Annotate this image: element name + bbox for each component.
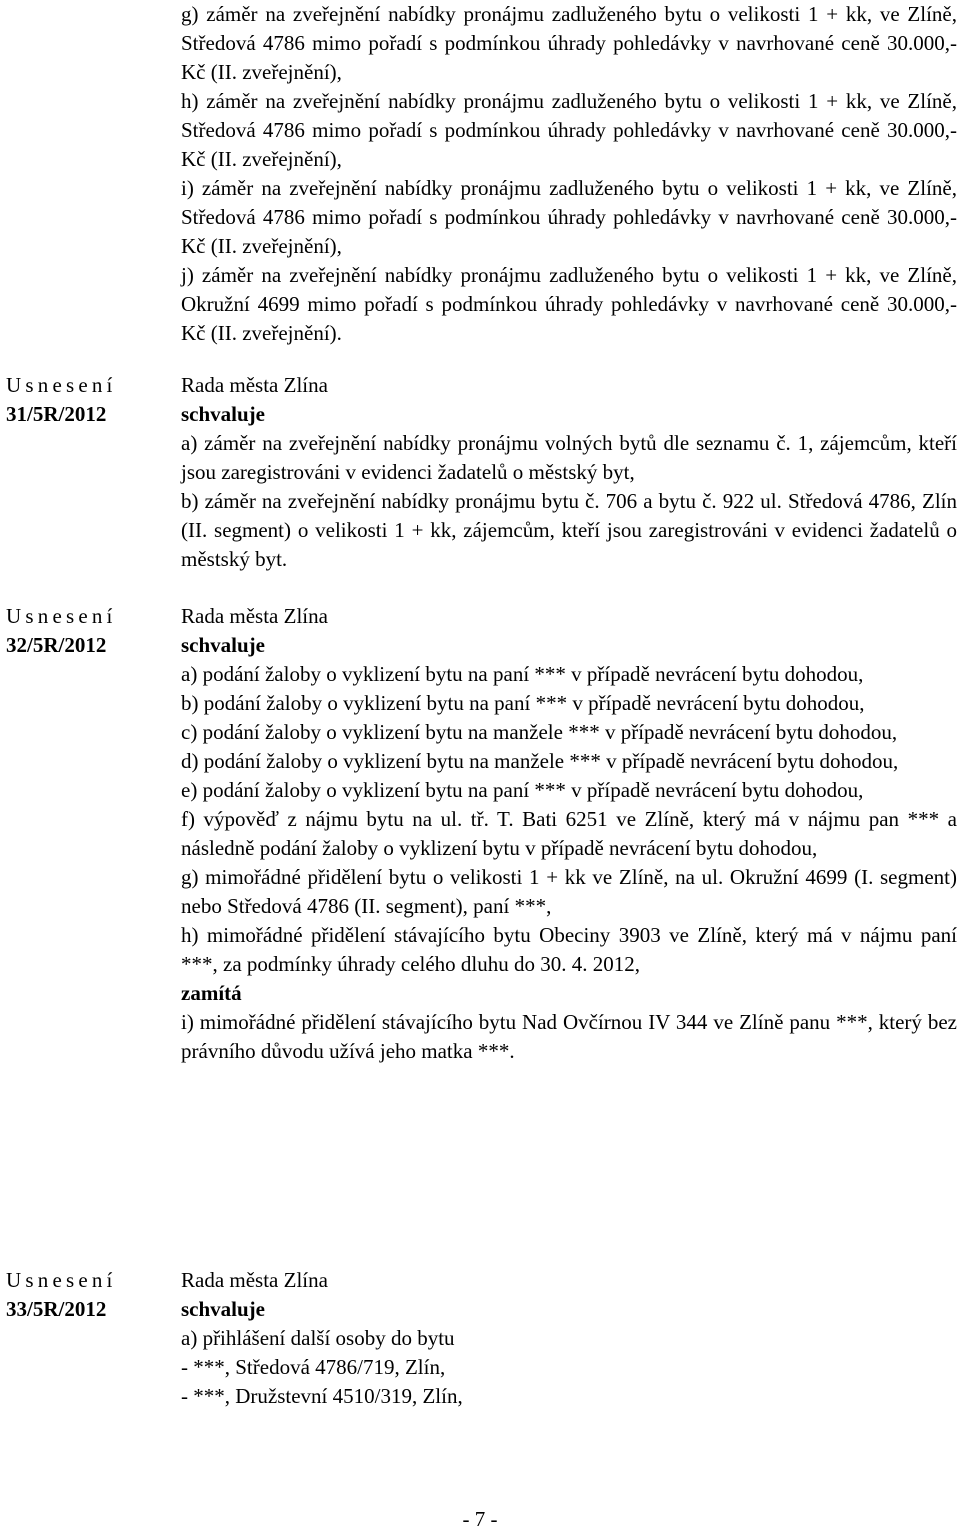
intro-item-j: j) záměr na zveřejnění nabídky pronájmu zadluženého bytu o velikosti 1 + kk, ve Zlíně, Okružní 4699 mimo pořadí s podmínkou úhrady pohledávky v navrhované ceně 30.000,- Kč (II. zveřejnění).	[181, 263, 957, 345]
resolution-header	[6, 371, 166, 429]
resolution-subitem: - ***, Středová 4786/719, Zlín,	[181, 1355, 446, 1379]
intro-item-h: h) záměr na zveřejnění nabídky pronájmu zadluženého bytu o velikosti 1 + kk, ve Zlíně, Středová 4786 mimo pořadí s podmínkou úhrady pohledávky v navrhované ceně 30.000,- Kč (II. zveřejnění),	[181, 89, 957, 171]
resolution-item-e: e) podání žaloby o vyklizení bytu na paní *** v případě nevrácení bytu dohodou,	[181, 778, 864, 802]
resolution-header	[6, 602, 166, 660]
council-name: Rada města Zlína	[181, 1268, 328, 1292]
council-name: Rada města Zlína	[181, 373, 328, 397]
resolution-body	[181, 371, 957, 574]
resolution-header	[6, 1266, 166, 1324]
resolution-item-h: h) mimořádné přidělení stávajícího bytu Obeciny 3903 ve Zlíně, který má v nájmu paní ***, za podmínky úhrady celého dluhu do 30. 4. 2012,	[181, 923, 957, 976]
council-name: Rada města Zlína	[181, 604, 328, 628]
resolution-item-b: b) podání žaloby o vyklizení bytu na paní *** v případě nevrácení bytu dohodou,	[181, 691, 865, 715]
resolution-item-c: c) podání žaloby o vyklizení bytu na manžele *** v případě nevrácení bytu dohodou,	[181, 720, 898, 744]
resolution-item-b: b) záměr na zveřejnění nabídky pronájmu bytu č. 706 a bytu č. 922 ul. Středová 4786, Zlín (II. segment) o velikosti 1 + kk, zájemcům, kteří jsou zaregistrováni v evidenci žadatelů o městský byt.	[181, 489, 957, 571]
verb-approves: schvaluje	[181, 1297, 265, 1321]
resolution-body	[181, 1266, 957, 1411]
resolution-item-a: a) záměr na zveřejnění nabídky pronájmu volných bytů dle seznamu č. 1, zájemcům, kteří jsou zaregistrováni v evidenci žadatelů o městský byt,	[181, 431, 957, 484]
verb-approves: schvaluje	[181, 633, 265, 657]
resolution-number: 31/5R/2012	[6, 402, 107, 426]
resolution-number: 33/5R/2012	[6, 1297, 107, 1321]
resolution-label: Usnesení	[6, 604, 117, 628]
intro-item-g: g) záměr na zveřejnění nabídky pronájmu zadluženého bytu o velikosti 1 + kk, ve Zlíně, Středová 4786 mimo pořadí s podmínkou úhrady pohledávky v navrhované ceně 30.000,- Kč (II. zveřejnění),	[181, 2, 957, 84]
resolution-item-i: i) mimořádné přidělení stávajícího bytu Nad Ovčírnou IV 344 ve Zlíně panu ***, který bez právního důvodu užívá jeho matka ***.	[181, 1010, 957, 1063]
resolution-item-a: a) podání žaloby o vyklizení bytu na paní *** v případě nevrácení bytu dohodou,	[181, 662, 864, 686]
resolution-label: Usnesení	[6, 1268, 117, 1292]
resolution-body	[181, 602, 957, 1066]
page-number: - 7 -	[462, 1507, 498, 1531]
intro-item-i: i) záměr na zveřejnění nabídky pronájmu zadluženého bytu o velikosti 1 + kk, ve Zlíně, Středová 4786 mimo pořadí s podmínkou úhrady pohledávky v navrhované ceně 30.000,- Kč (II. zveřejnění),	[181, 176, 957, 258]
verb-rejects: zamítá	[181, 981, 242, 1005]
verb-approves: schvaluje	[181, 402, 265, 426]
resolution-item-a: a) přihlášení další osoby do bytu	[181, 1326, 455, 1350]
intro-items	[181, 0, 957, 348]
resolution-item-g: g) mimořádné přidělení bytu o velikosti 1 + kk ve Zlíně, na ul. Okružní 4699 (I. segment) nebo Středová 4786 (II. segment), paní ***,	[181, 865, 957, 918]
resolution-subitem: - ***, Družstevní 4510/319, Zlín,	[181, 1384, 463, 1408]
resolution-item-d: d) podání žaloby o vyklizení bytu na manžele *** v případě nevrácení bytu dohodou,	[181, 749, 899, 773]
resolution-number: 32/5R/2012	[6, 633, 107, 657]
resolution-item-f: f) výpověď z nájmu bytu na ul. tř. T. Bati 6251 ve Zlíně, který má v nájmu pan *** a následně podání žaloby o vyklizení bytu v případě nevrácení bytu dohodou,	[181, 807, 957, 860]
resolution-label: Usnesení	[6, 373, 117, 397]
